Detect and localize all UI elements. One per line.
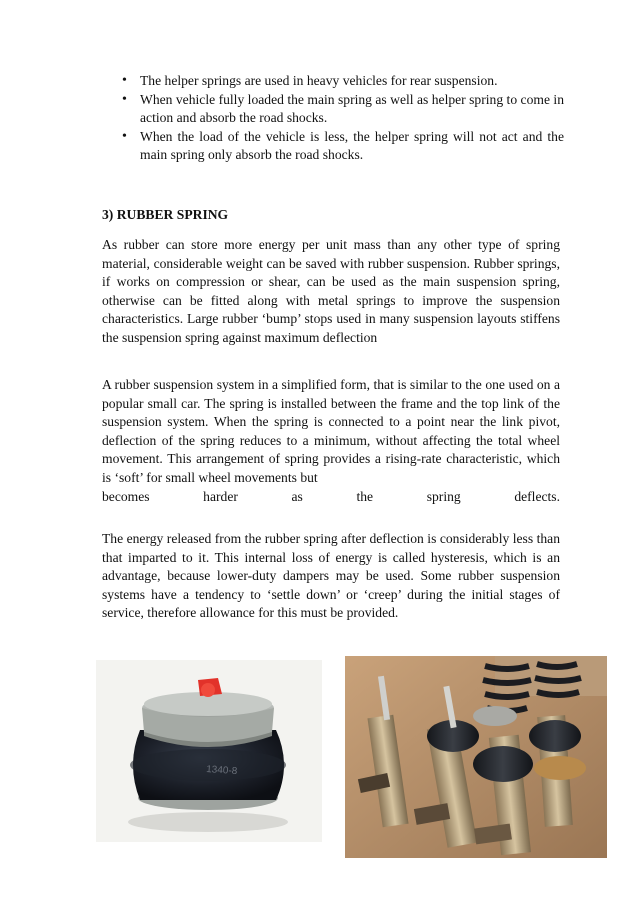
bullet-item: • The helper springs are used in heavy vehicles for rear suspension. [118, 72, 564, 91]
paragraph-2 [102, 376, 560, 506]
section-heading: 3) RUBBER SPRING [102, 207, 229, 222]
strut-assemblies-photo [345, 656, 607, 858]
air-spring-label: 1340-8 [205, 764, 238, 778]
bullet-item: • When vehicle fully loaded the main spring as well as helper spring to come in action and absorb the road shocks. [118, 91, 564, 128]
bullet-list [118, 72, 564, 165]
paragraph-3: The energy released from the rubber spring after deflection is considerably less than that imparted to it. This internal loss of energy is called hysteresis, which is an advantage, because lower-duty dampers may be used. Some rubber suspension systems have a tendency to ‘settle down’ or ‘creep’ during the initial stages of service, therefore allowance for this must be provided. [102, 531, 560, 621]
rubber-air-spring-photo [96, 660, 322, 842]
bullet-item: • When the load of the vehicle is less, the helper spring will not act and the main spring only absorb the road shocks. [118, 128, 564, 165]
paragraph-2-body: A rubber suspension system in a simplified form, that is similar to the one used on a popular small car. The spring is installed between the frame and the top link of the suspension system. When the spring is connected to a point near the link pivot, deflection of the spring reduces to a minimum, without affecting the total wheel movement. This arrangement of spring provides a rising-rate characteristic, which is ‘soft’ for small wheel movements but [102, 377, 560, 485]
paragraph-1: As rubber can store more energy per unit mass than any other type of spring material, considerable weight can be saved with rubber suspension. Rubber springs, if works on compression or shear, can be used as the main suspension spring, otherwise can be fitted along with metal springs to improve the suspension characteristics. Large rubber ‘bump’ stops used in many suspension layouts stiffens the suspension spring against maximum deflection [102, 237, 560, 345]
paragraph-2-last-line: becomes harder as the spring deflects. [102, 488, 560, 504]
